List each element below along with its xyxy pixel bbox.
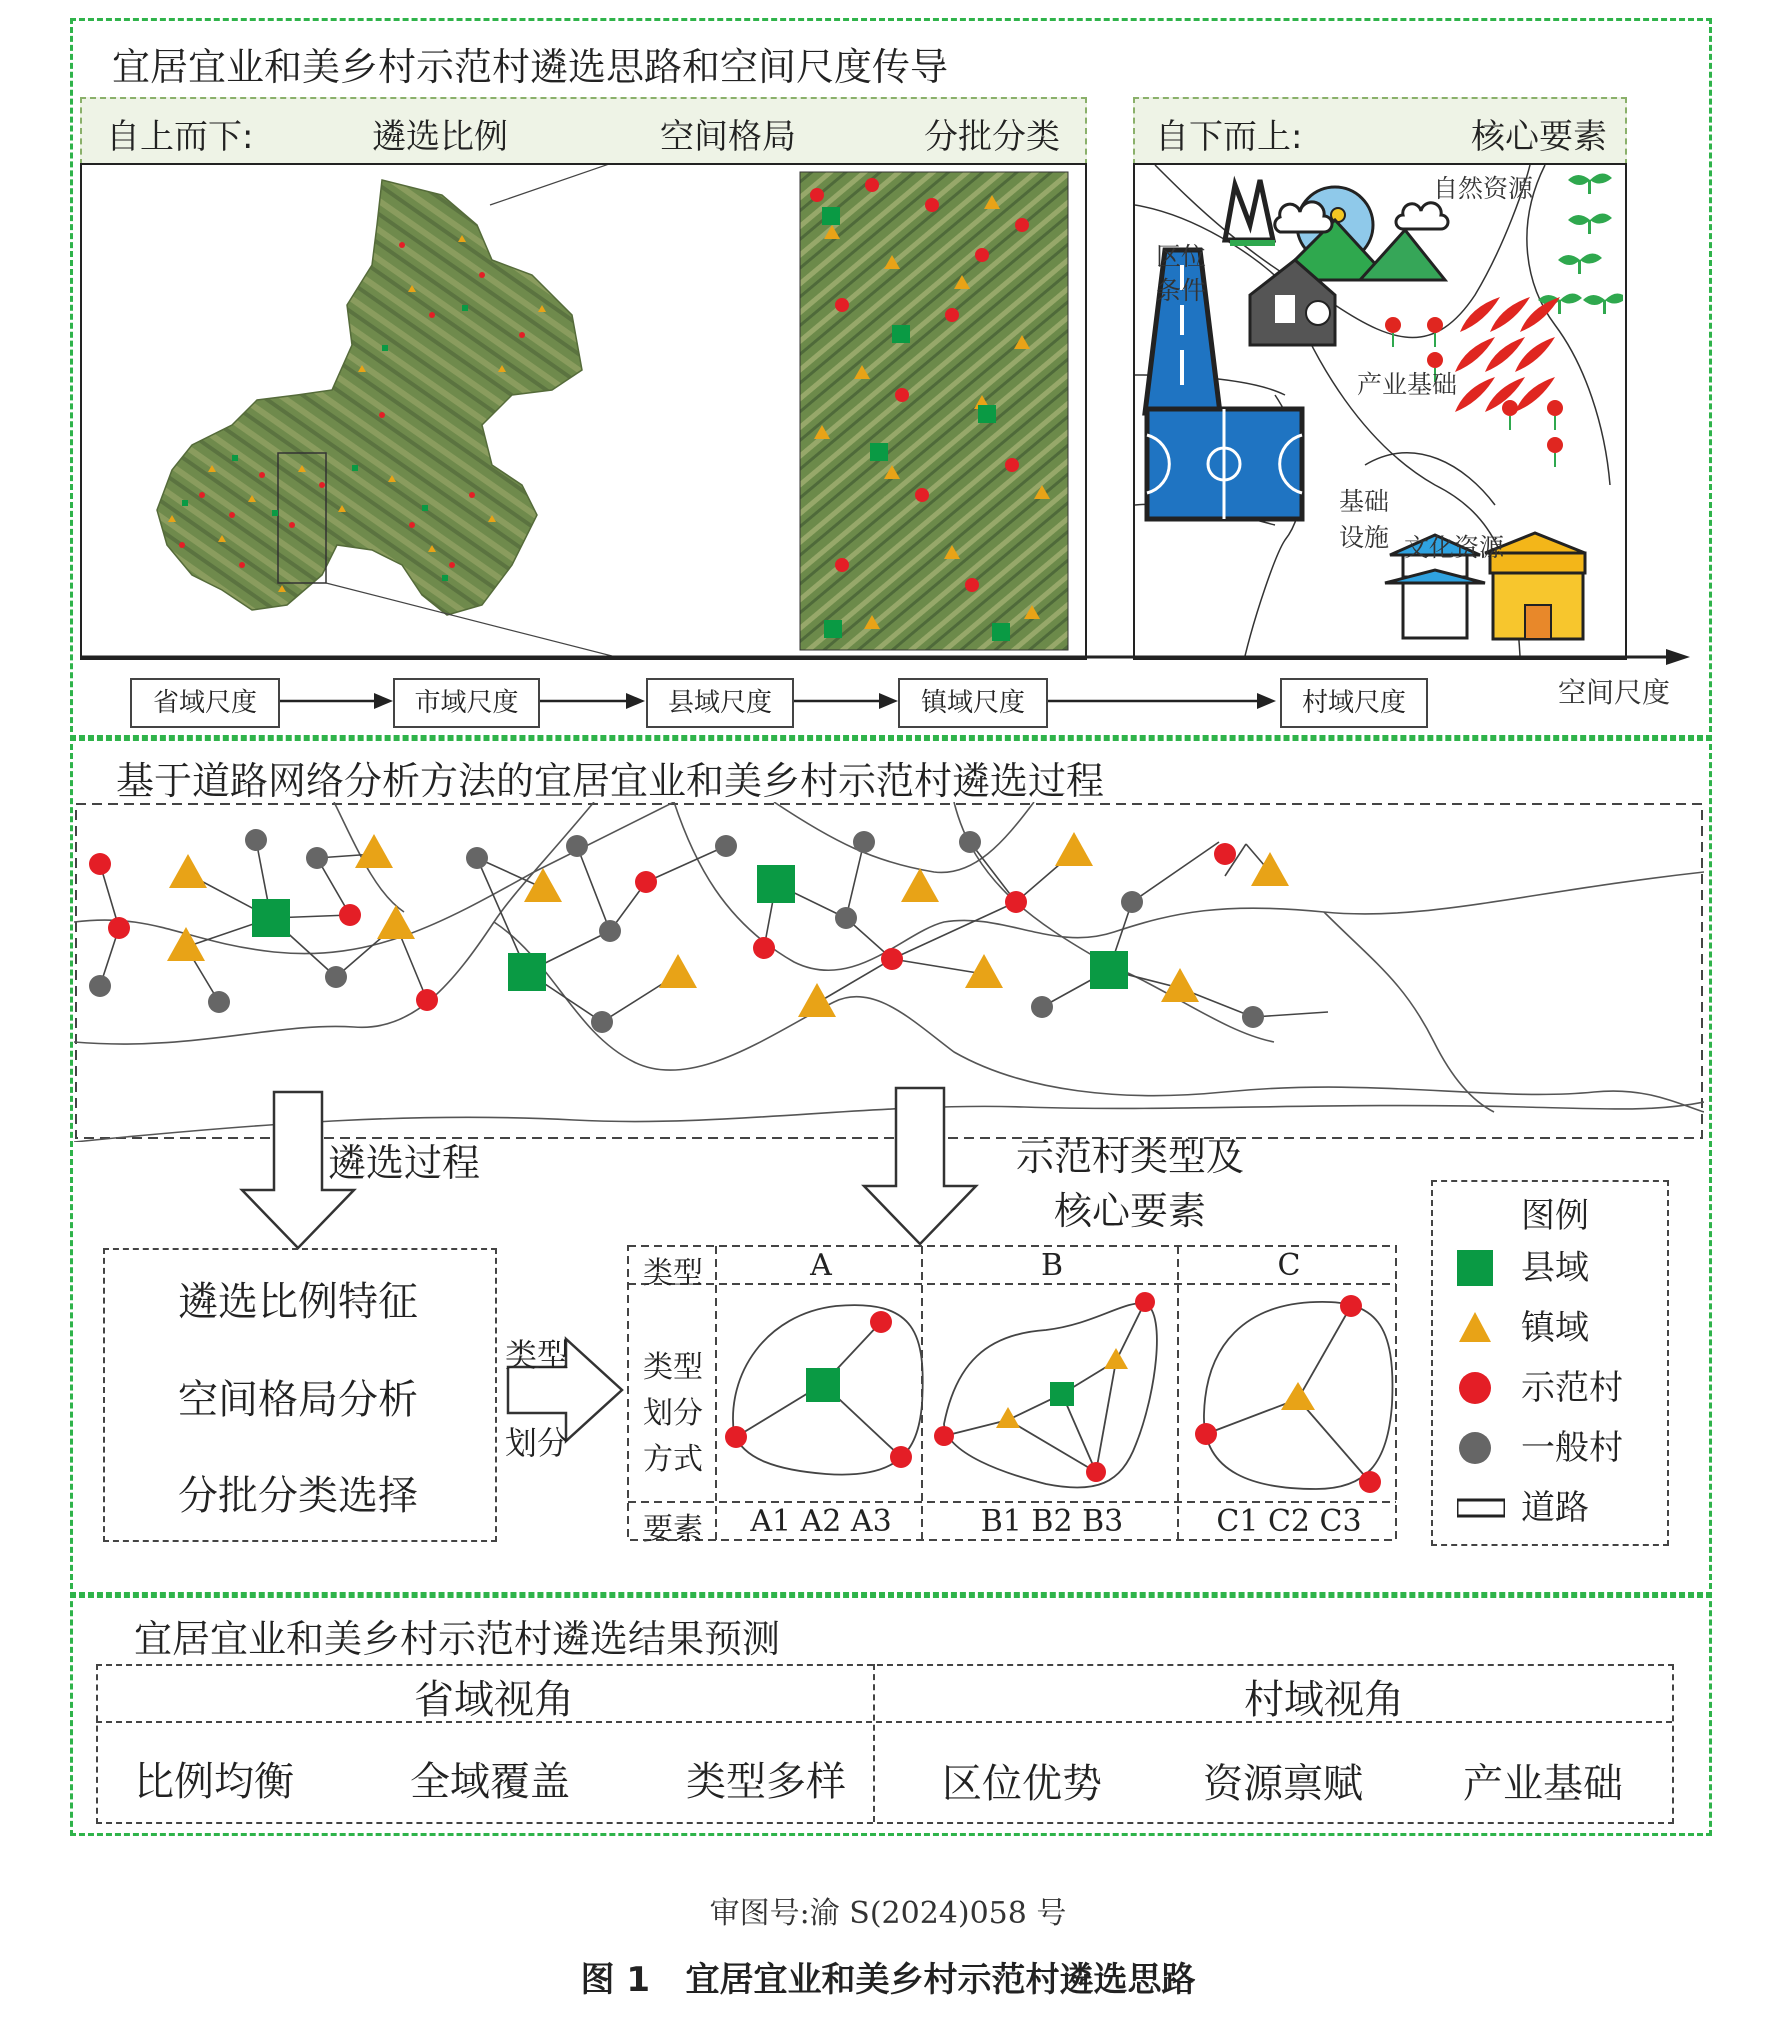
process-arrow-label: 遴选过程 <box>328 1141 481 1185</box>
top-down-ratio: 遴选比例 <box>372 117 508 157</box>
table-col-c: C <box>1277 1248 1301 1283</box>
legend-demo-village-label: 示范村 <box>1521 1368 1623 1408</box>
map-approval-number: 审图号:渝 S(2024)058 号 <box>709 1896 1067 1931</box>
section3-title: 宜居宜业和美乡村示范村遴选结果预测 <box>134 1617 781 1661</box>
village-item-resources: 资源禀赋 <box>1203 1761 1363 1807</box>
legend-general-village-symbol <box>1457 1430 1493 1466</box>
scale-county: 县域尺度 <box>646 678 794 728</box>
table-elem-c: C1 C2 C3 <box>1216 1504 1362 1539</box>
section1-title: 宜居宜业和美乡村示范村遴选思路和空间尺度传导 <box>112 45 949 89</box>
top-down-pattern: 空间格局 <box>660 117 796 157</box>
network-nodes <box>89 829 1289 1033</box>
type-b-network <box>934 1292 1157 1488</box>
process-item-pattern: 空间格局分析 <box>178 1377 418 1423</box>
label-infra-2: 设施 <box>1339 523 1390 552</box>
provincial-item-diversity: 类型多样 <box>686 1759 846 1805</box>
legend-title: 图例 <box>1521 1196 1589 1236</box>
natural-resources-icon <box>1225 180 1448 280</box>
scale-axis-label: 空间尺度 <box>1558 676 1671 709</box>
label-infra-1: 基础 <box>1339 487 1390 516</box>
legend-town-label: 镇域 <box>1521 1308 1589 1348</box>
village-view-header: 村域视角 <box>1244 1677 1404 1723</box>
province-outline <box>157 180 582 615</box>
label-cultural-resources: 文化资源 <box>1404 533 1505 562</box>
table-elem-b: B1 B2 B3 <box>980 1504 1124 1539</box>
table-col-a: A <box>810 1248 832 1283</box>
legend-road-symbol <box>1457 1490 1505 1526</box>
classify-arrow-label-2: 划分 <box>505 1424 570 1462</box>
chili-icons <box>1455 297 1560 412</box>
type-c-network <box>1195 1295 1392 1493</box>
village-item-industry: 产业基础 <box>1463 1761 1623 1807</box>
type-table-grid <box>626 1244 1398 1544</box>
core-elements-illustration <box>1135 165 1623 656</box>
figure-caption: 图 1 宜居宜业和美乡村示范村遴选思路 <box>580 1960 1196 2000</box>
zoom-line-top <box>490 165 612 205</box>
table-row-method-3: 方式 <box>643 1442 703 1477</box>
bottom-up-core: 核心要素 <box>1471 117 1607 157</box>
bottom-up-label: 自下而上: <box>1155 117 1303 157</box>
scale-municipal: 市域尺度 <box>393 678 540 728</box>
legend-general-village-label: 一般村 <box>1521 1428 1623 1468</box>
legend-county-label: 县域 <box>1521 1248 1589 1288</box>
legend-demo-village-symbol <box>1457 1370 1493 1406</box>
bottom-up-header <box>1133 97 1627 165</box>
result-table-midline <box>96 1721 1672 1723</box>
scale-village: 村域尺度 <box>1280 678 1428 728</box>
legend-town-symbol <box>1457 1310 1493 1346</box>
section2-title: 基于道路网络分析方法的宜居宜业和美乡村示范村遴选过程 <box>116 759 1105 803</box>
scale-axis <box>78 648 1698 728</box>
court-icon <box>1147 409 1302 519</box>
scale-provincial: 省域尺度 <box>130 678 280 728</box>
result-table-divider <box>873 1664 875 1822</box>
top-down-label: 自上而下: <box>106 117 254 157</box>
provincial-item-balance: 比例均衡 <box>134 1759 294 1805</box>
table-col-b: B <box>1040 1248 1064 1283</box>
table-elem-a: A1 A2 A3 <box>750 1504 892 1539</box>
table-row-method-2: 划分 <box>643 1396 703 1431</box>
top-down-batch: 分批分类 <box>924 117 1060 157</box>
type-a-network <box>725 1305 923 1475</box>
provincial-view-header: 省域视角 <box>414 1677 574 1723</box>
table-row-type: 类型 <box>643 1256 703 1291</box>
result-table <box>96 1664 1674 1824</box>
process-item-ratio: 遴选比例特征 <box>178 1279 418 1325</box>
type-arrow <box>860 1086 980 1248</box>
label-natural-resources: 自然资源 <box>1433 174 1534 203</box>
table-row-elements: 要素 <box>643 1512 703 1547</box>
scale-town: 镇域尺度 <box>898 678 1048 728</box>
village-item-location: 区位优势 <box>942 1761 1102 1807</box>
process-item-batch: 分批分类选择 <box>178 1473 418 1519</box>
legend <box>1431 1180 1669 1546</box>
label-industry-base: 产业基础 <box>1357 370 1458 399</box>
inset-satellite <box>800 172 1068 650</box>
label-location-2: 条件 <box>1156 276 1207 305</box>
sprout-icons <box>1538 173 1623 314</box>
classify-arrow-label-1: 类型 <box>505 1336 570 1374</box>
legend-county-symbol <box>1457 1250 1493 1286</box>
zone-boundary-7 <box>1527 165 1610 485</box>
type-arrow-label-1: 示范村类型及 <box>1016 1135 1245 1179</box>
provincial-item-coverage: 全域覆盖 <box>410 1759 570 1805</box>
label-location-1: 区位 <box>1156 242 1207 271</box>
legend-road-label: 道路 <box>1521 1488 1589 1528</box>
type-arrow-label-2: 核心要素 <box>1054 1189 1207 1233</box>
table-row-method-1: 类型 <box>643 1350 703 1385</box>
top-down-header <box>80 97 1087 165</box>
province-map <box>82 165 1083 656</box>
